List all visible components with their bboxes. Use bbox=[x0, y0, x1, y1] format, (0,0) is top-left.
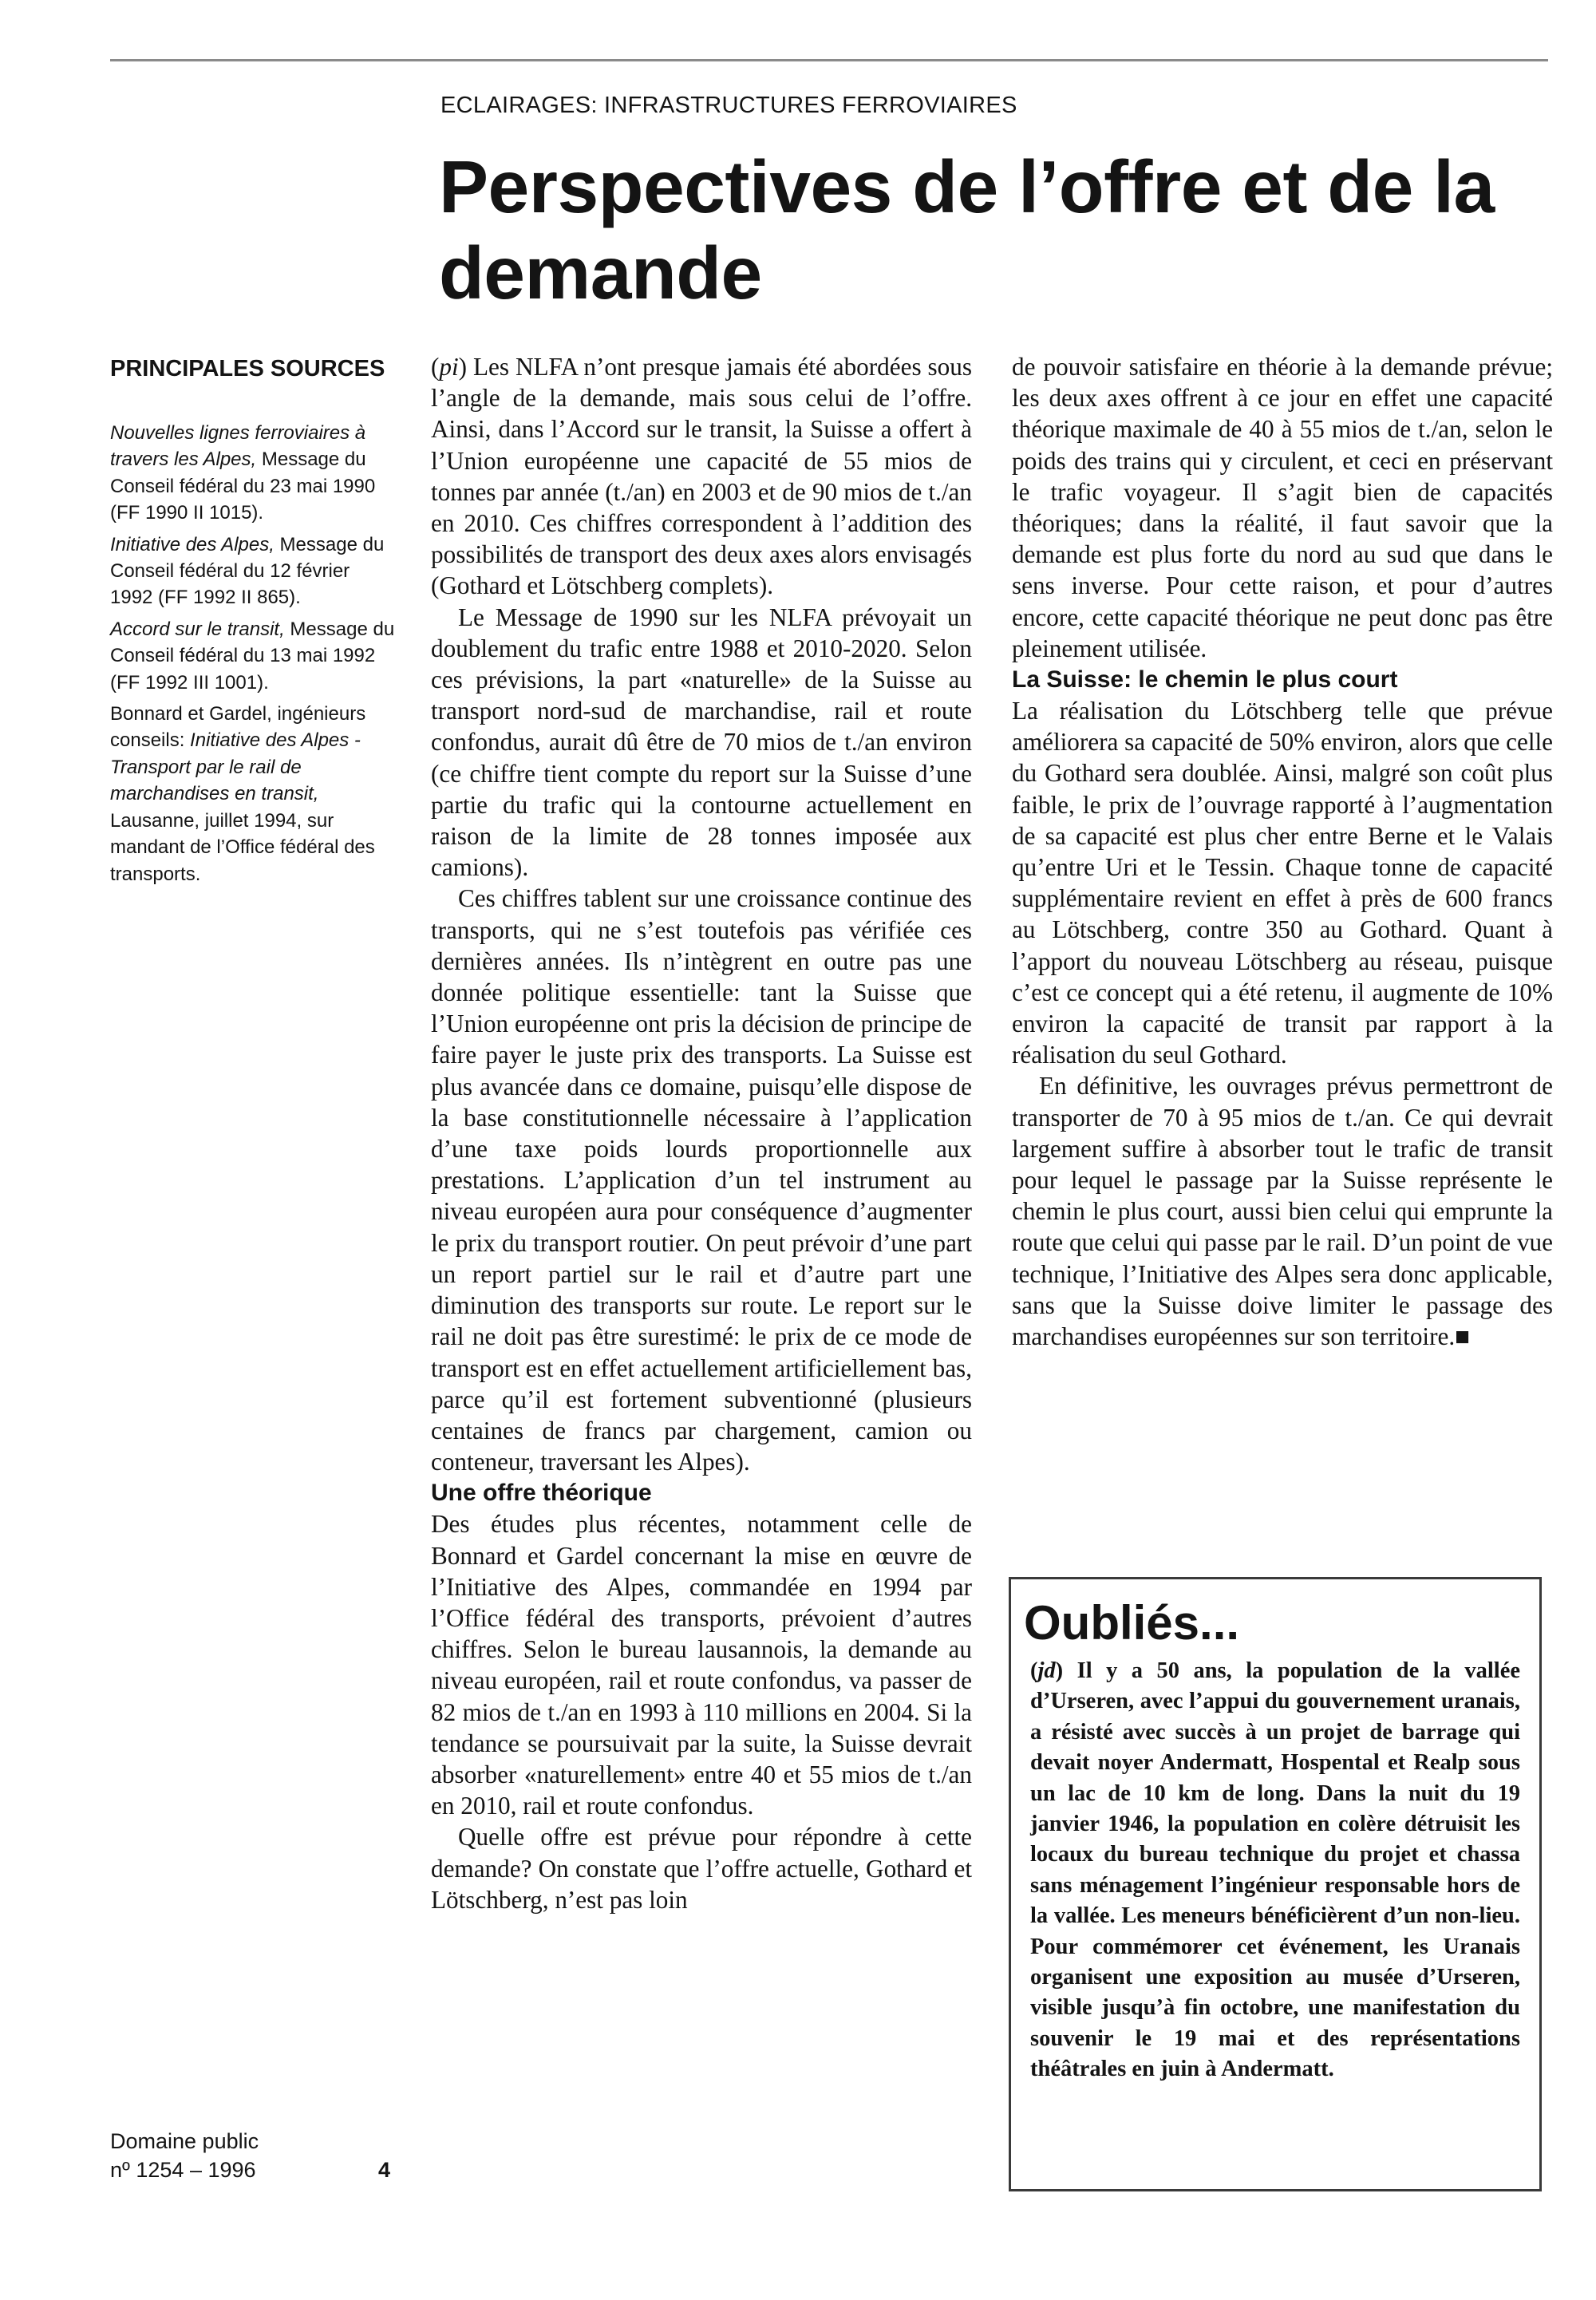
issue-number: nº 1254 – 1996 bbox=[110, 2158, 256, 2182]
source-title: Nouvelles lignes ferroviaires à travers les Alpes, bbox=[110, 422, 366, 471]
author-initials: pi bbox=[439, 353, 459, 381]
paragraph-text: Les NLFA n’ont presque jamais été abordées sous l’angle de la demande, mais sous celui de l’offre. Ainsi, dans l’Accord sur le transit, la Suisse a offert à l’Union européenne une capacité de 55 mios de tonnes par année (t./an) en 2003 et de 90 mios de t./an en 2010. Ces chiffres correspondent à l’addition des possibilités de transport des deux axes alors envisagés (Gothard et Lötschberg complets). bbox=[431, 353, 972, 600]
source-item bbox=[110, 616, 397, 696]
publication-name: Domaine public bbox=[110, 2129, 259, 2153]
sidebar-box-oublies bbox=[1009, 1577, 1542, 2191]
box-text: (jd) Il y a 50 ans, la population de la vallée d’Urseren, avec l’appui du gouvernement uranais, a résisté avec succès à un projet de barrage qui devait noyer Andermatt, Hospental et Realp sous un lac de 10 km de long. Dans la nuit du 19 janvier 1946, la population en colère détruisit les locaux du bureau technique du projet et chassa sans ménagement l’ingénieur responsable hors de la vallée. Les meneurs bénéficièrent d’un non-lieu. Pour commémorer cet événement, les Uranais organisent une exposition au musée d’Urseren, visible jusqu’à fin octobre, une manifestation du souvenir le 19 mai et des représentations théâtrales en juin à Andermatt. bbox=[1030, 1658, 1520, 2082]
article-column-1 bbox=[431, 351, 972, 1915]
article-paragraph: (pi) Les NLFA n’ont presque jamais été abordées sous l’angle de la demande, mais sous celui de l’offre. Ainsi, dans l’Accord sur le transit, la Suisse a offert à l’Union européenne une capacité de 55 mios de tonnes par année (t./an) en 2003 et de 90 mios de t./an en 2010. Ces chiffres correspondent à l’addition des possibilités de transport des deux axes alors envisagés (Gothard et Lötschberg complets). bbox=[431, 353, 972, 600]
page-title: Perspectives de l’offre et de la demande bbox=[439, 145, 1495, 314]
source-details: Message du Conseil fédéral du 13 mai 1992 (FF 1992 III 1001). bbox=[110, 618, 395, 694]
article-paragraph: Quelle offre est prévue pour répondre à cette demande? On constate que l’offre actuelle, Gothard et Lötschberg, n’est pas loin bbox=[431, 1823, 972, 1914]
article-paragraph: de pouvoir satisfaire en théorie à la demande prévue; les deux axes offrent à ce jour en effet une capacité théorique maximale de 40 à 55 mios de t./an, selon le poids des trains qui y circulent, et ceci en préservant le trafic voyageur. Il s’agit bien de capacités théoriques; dans la réalité, il faut savoir que la demande est plus forte du nord au sud que dans le sens inverse. Pour cette raison, et pour d’autres encore, cette capacité théorique ne peut donc pas être pleinement utilisée. bbox=[1012, 353, 1553, 662]
end-mark: ■ bbox=[1455, 1322, 1470, 1351]
source-details: Message du Conseil fédéral du 23 mai 1990 (FF 1990 II 1015). bbox=[110, 449, 376, 524]
source-author: Bonnard et Gardel, ingénieurs conseils: bbox=[110, 703, 366, 752]
publication-footer bbox=[110, 2127, 397, 2184]
source-title: Initiative des Alpes - Transport par le rail de marchandises en transit, bbox=[110, 729, 361, 805]
sources-heading: PRINCIPALES SOURCES bbox=[110, 356, 385, 381]
box-author-initials: jd bbox=[1037, 1658, 1056, 1683]
article-column-2 bbox=[1012, 351, 1553, 1352]
article-paragraph bbox=[1012, 1070, 1553, 1352]
source-item bbox=[110, 532, 397, 611]
box-title: Oubliés... bbox=[1024, 1596, 1240, 1650]
source-details: Message du Conseil fédéral du 12 février 1992 (FF 1992 II 865). bbox=[110, 533, 385, 609]
source-title: Initiative des Alpes, bbox=[110, 533, 275, 555]
subheading-offre-theorique: Une offre théorique bbox=[431, 1480, 652, 1507]
top-rule bbox=[110, 59, 1548, 61]
article-paragraph: Des études plus récentes, notamment celle de Bonnard et Gardel concernant la mise en œuvre de l’Initiative des Alpes, commandée en 1994 par l’Office fédéral des transports, prévoient d’autres chiffres. Selon le bureau lausannois, la demande au niveau européen, rail et route confondus, va passer de 82 mios de t./an en 1993 à 110 millions en 2004. Si la tendance se poursuivait par la suite, la Suisse devrait absorber «naturellement» entre 40 et 55 mios de t./an en 2010, rail et route confondus. bbox=[431, 1510, 972, 1820]
source-item bbox=[110, 420, 397, 527]
article-paragraph: La réalisation du Lötschberg telle que prévue améliorera sa capacité de 50% environ, alors que celle du Gothard sera doublée. Ainsi, malgré son coût plus faible, le prix de l’ouvrage rapporté à l’augmentation de sa capacité est plus cher entre Berne et le Valais qu’entre Uri et le Tessin. Chaque tonne de capacité supplémentaire revient en effet à près de 600 francs au Lötschberg, contre 350 au Gothard. Quant à l’apport du nouveau Lötschberg au réseau, puisque c’est ce concept qui a été retenu, il augmente de 10% environ la capacité de transit par rapport à la réalisation du seul Gothard. bbox=[1012, 697, 1553, 1069]
source-title: Accord sur le transit, bbox=[110, 618, 285, 640]
subheading-chemin-plus-court: La Suisse: le chemin le plus court bbox=[1012, 666, 1398, 694]
section-kicker: ECLAIRAGES: INFRASTRUCTURES FERROVIAIRES bbox=[440, 93, 1017, 118]
paragraph-text: En définitive, les ouvrages prévus permettront de transporter de 70 à 95 mios de t./an. Ce qui devrait largement suffire à absorber tout le trafic de transit pour lequel le passage par la Suisse représente le chemin le plus court, aussi bien celui qui emprunte la route que celui qui passe par le rail. D’un point de vue technique, l’Initiative des Alpes sera donc applicable, sans que la Suisse doive limiter le passage des marchandises européennes sur son territoire. bbox=[1012, 1072, 1553, 1351]
page-number: 4 bbox=[378, 2158, 391, 2182]
article-paragraph: Le Message de 1990 sur les NLFA prévoyait un doublement du trafic entre 1988 et 2010-2020. Selon ces prévisions, la part «naturelle» de la Suisse au transport nord-sud de marchandise, rail et route confondus, aurait dû être de 70 mios de t./an environ (ce chiffre tient compte du report sur la Suisse d’une partie du trafic qui la contourne actuellement en raison de la limite de 28 tonnes imposée aux camions). bbox=[431, 603, 972, 882]
sources-sidebar bbox=[110, 353, 397, 892]
box-body: Il y a 50 ans, la population de la vallée d’Urseren, avec l’appui du gouvernement uranais, a résisté avec succès à un projet de barrage qui devait noyer Andermatt, Hospental et Realp sous un lac de 10 km de long. Dans la nuit du 19 janvier 1946, la population en colère détruisit les locaux du bureau technique du projet et chassa sans ménagement l’ingénieur responsable hors de la vallée. Les meneurs bénéficièrent d’un non-lieu. Pour commémorer cet événement, les Uranais organisent une exposition au musée d’Urseren, visible jusqu’à fin octobre, une manifestation du souvenir le 19 mai et des représentations théâtrales en juin à Andermatt. bbox=[1030, 1658, 1520, 2082]
article-paragraph: Ces chiffres tablent sur une croissance continue des transports, qui ne s’est toutefois pas vérifiée ces dernières années. Ils n’intègrent en outre pas une donnée politique essentielle: tant la Suisse que l’Union européenne ont pris la décision de principe de faire payer le juste prix des transports. La Suisse est plus avancée dans ce domaine, puisqu’elle dispose de la base constitutionnelle nécessaire à l’application d’une taxe poids lourds proportionnelle aux prestations. L’application d’un tel instrument au niveau européen aura pour conséquence d’augmenter le prix du transport routier. On peut prévoir d’une part un report partiel sur le rail et d’autre part une diminution des transports sur route. Le report sur le rail ne doit pas être surestimé: le prix de ce mode de transport est en effet actuellement artificiellement bas, parce qu’il est fortement subventionné (plusieurs centaines de francs par chargement, camion ou conteneur, traversant les Alpes). bbox=[431, 884, 972, 1476]
source-item bbox=[110, 701, 397, 887]
source-details: Lausanne, juillet 1994, sur mandant de l’Office fédéral des transports. bbox=[110, 809, 375, 885]
